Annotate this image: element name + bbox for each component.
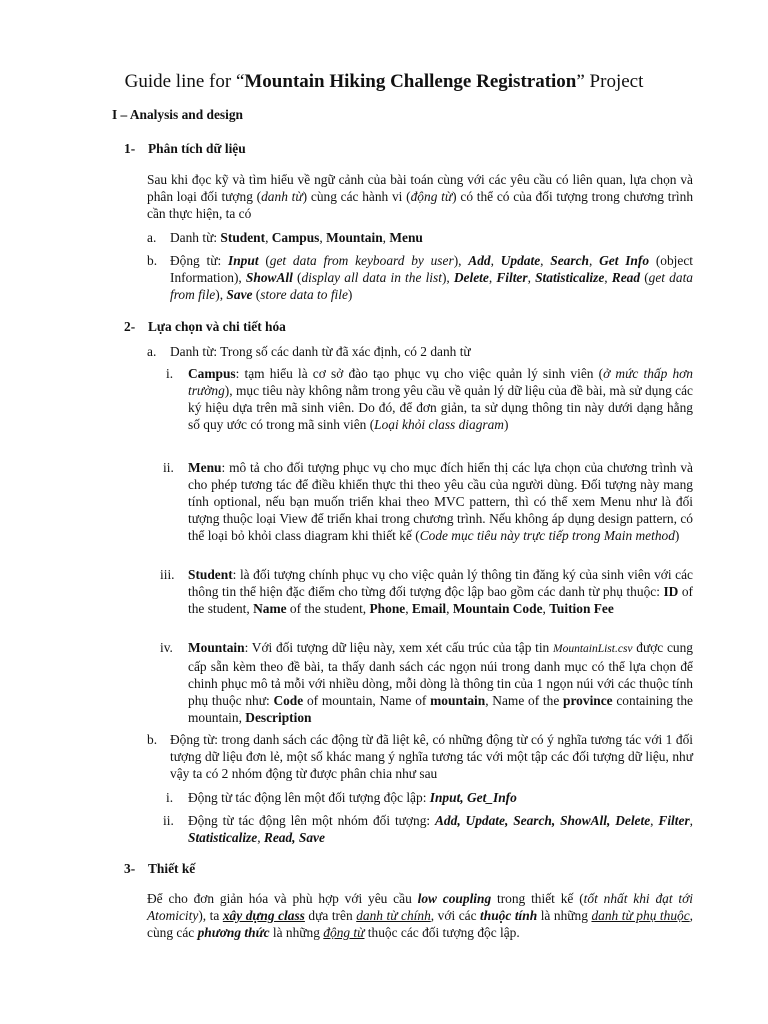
list-item: Động từ tác động lên một nhóm đối tượng: Add, Update, Search, ShowAll, Delete, Filter, Statisticalize, Read, Save — [188, 813, 694, 845]
list-marker: i. — [166, 790, 174, 805]
subsection-title: Thiết kế — [148, 861, 196, 876]
subsection-title: Phân tích dữ liệu — [148, 141, 246, 156]
list-item-menu: Menu: mô tả cho đối tượng phục vụ cho mục đích hiển thị các lựa chọn của chương trình và cho phép tương tác để điều khiển thực thi theo yêu cầu của người dùng. Đối tượng này mang tính optional, nếu bạn muốn triển khai theo MVC pattern, thì có thể xem Menu như là đối tượng thuộc loại View để triển khai trong chương trình. Nếu không áp dụng design pattern, có thể loại bỏ khỏi class diagram khi thiết kế (Code mục tiêu này trực tiếp trong Main method) — [188, 460, 693, 543]
section-heading: I – Analysis and design — [112, 107, 243, 122]
list-item: Động từ tác động lên một đối tượng độc lập: Input, Get_Info — [188, 790, 517, 805]
list-item: Động từ: trong danh sách các động từ đã liệt kê, có những động từ có ý nghĩa tương tác với 1 đối tượng dữ liệu đơn lẻ, một số khác mang ý nghĩa tương tác với một tập các đối tượng dữ liệu, như vậy ta có 2 nhóm động từ được phân chia như sau — [170, 732, 693, 781]
list-item-mountain: Mountain: Với đối tượng dữ liệu này, xem xét cấu trúc của tập tin MountainList.csv được cung cấp sẵn kèm theo đề bài, ta thấy danh sách các ngọn núi trong danh mục có thể lựa chọn để chinh phục mô tả mỗi với nhiều dòng, mỗi dòng là thông tin của 1 ngọn núi với các thuộc tính phụ thuộc như: Code of mountain, Name of mountain, Name of the province containing the mountain, Description — [188, 640, 693, 725]
list-item-campus: Campus: tạm hiểu là cơ sở đào tạo phục vụ cho việc quản lý sinh viên (ở mức thấp hơn trường), mục tiêu này không nằm trong yêu cầu về quản lý dữ liệu của đề bài, mà sử dụng các ký hiệu dựa trên mã sinh viên. Do đó, để đơn giản, ta sử dụng thông tin này dưới dạng hằng số quy ước có trong mã sinh viên (Loại khỏi class diagram) — [188, 366, 694, 432]
subsection-number: 3- — [124, 861, 136, 876]
list-marker: ii. — [163, 460, 174, 475]
list-item: Danh từ: Student, Campus, Mountain, Menu — [170, 230, 423, 245]
list-item-student: Student: là đối tượng chính phục vụ cho việc quản lý thông tin đăng ký của sinh viên với các thông tin thể hiện đặc điểm cho từng đối tượng độc lập bao gồm các danh từ phụ thuộc: ID of the student, Name of the student, Phone, Email, Mountain Code, Tuition Fee — [188, 567, 693, 616]
list-marker: iv. — [160, 640, 173, 655]
paragraph: Để cho đơn giản hóa và phù hợp với yêu cầu low coupling trong thiết kế (tốt nhất khi đạt tới Atomicity), ta xây dựng class dựa trên danh từ chính, với các thuộc tính là những danh từ phụ thuộc, cùng các phương thức là những động từ thuộc các đối tượng độc lập. — [147, 891, 694, 940]
list-item: Danh từ: Trong số các danh từ đã xác định, có 2 danh từ — [170, 344, 471, 359]
list-marker: ii. — [163, 813, 174, 828]
list-marker: i. — [166, 366, 174, 381]
list-marker: b. — [147, 732, 158, 747]
project-name: Mountain Hiking Challenge Registration — [244, 71, 577, 92]
subsection-title: Lựa chọn và chi tiết hóa — [148, 319, 286, 334]
file-name: MountainList.csv — [552, 643, 633, 655]
list-item: Động từ: Input (get data from keyboard by user), Add, Update, Search, Get Info (object Information), ShowAll (display all data in the list), Delete, Filter, Statisticalize, Read (get data from file), Save (store data to file) — [170, 253, 694, 302]
list-marker: b. — [147, 253, 158, 268]
subsection-number: 1- — [124, 141, 136, 156]
page-title: Guide line for “Mountain Hiking Challenge Registration” Project — [124, 71, 644, 92]
list-marker: a. — [147, 230, 157, 245]
list-marker: a. — [147, 344, 157, 359]
paragraph: Sau khi đọc kỹ và tìm hiểu về ngữ cảnh của bài toán cùng với các yêu cầu có liên quan, lựa chọn và phân loại đối tượng (danh từ) cùng các hành vi (động từ) có thể có của đối tượng trong chương trình cần thực hiện, ta có — [147, 172, 694, 221]
subsection-number: 2- — [124, 319, 136, 334]
list-marker: iii. — [160, 567, 175, 582]
